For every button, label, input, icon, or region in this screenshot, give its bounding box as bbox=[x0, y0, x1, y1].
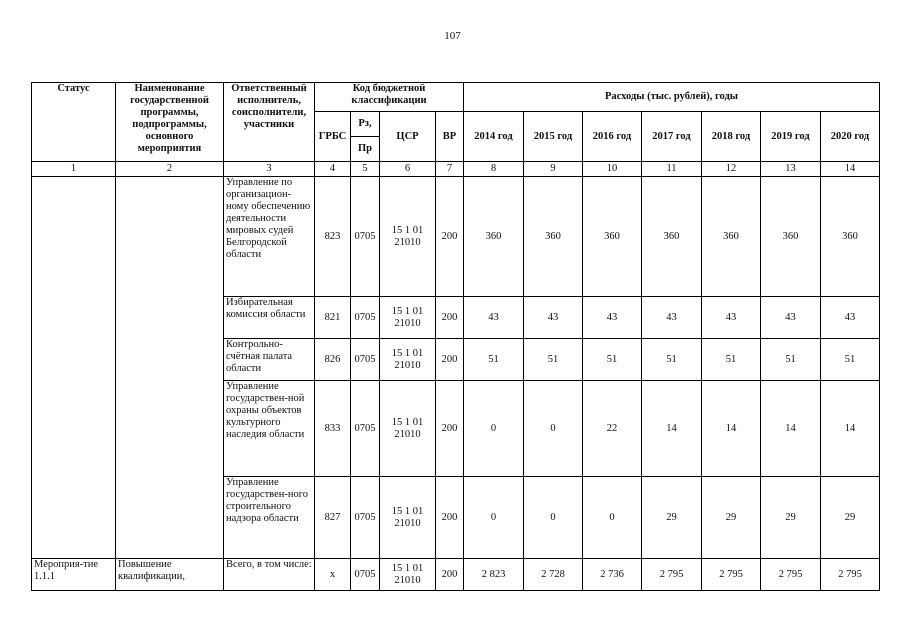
value-cell: 360 bbox=[524, 177, 583, 297]
column-number: 6 bbox=[380, 162, 436, 177]
value-cell: 51 bbox=[702, 339, 761, 381]
header-csr: ЦСР bbox=[380, 112, 436, 162]
value-cell: 43 bbox=[583, 297, 642, 339]
value-cell: 0 bbox=[524, 477, 583, 559]
value-cell: 14 bbox=[761, 381, 821, 477]
value-cell: 43 bbox=[524, 297, 583, 339]
vr-cell: 200 bbox=[436, 381, 464, 477]
header-name: Наименование государственной программы, подпрограммы, основного мероприятия bbox=[116, 83, 224, 162]
header-grbs: ГРБС bbox=[315, 112, 351, 162]
csr-cell: 15 1 01 21010 bbox=[380, 477, 436, 559]
rzpr-cell: 0705 bbox=[351, 381, 380, 477]
header-rz: Рз, bbox=[351, 112, 380, 137]
value-cell: 0 bbox=[464, 381, 524, 477]
executor-cell: Управление по организацион-ному обеспечению деятельности мировых судей Белгородской области bbox=[224, 177, 315, 297]
csr-cell: 15 1 01 21010 bbox=[380, 339, 436, 381]
value-cell: 14 bbox=[702, 381, 761, 477]
value-cell: 14 bbox=[642, 381, 702, 477]
executor-cell: Управление государствен-ной охраны объектов культурного наследия области bbox=[224, 381, 315, 477]
table-row bbox=[32, 177, 880, 297]
status-cell: Мероприя-тие 1.1.1 bbox=[32, 559, 116, 591]
status-cell bbox=[32, 177, 116, 559]
name-cell bbox=[116, 177, 224, 559]
value-cell: 360 bbox=[821, 177, 880, 297]
csr-cell: 15 1 01 21010 bbox=[380, 559, 436, 591]
value-cell: 51 bbox=[464, 339, 524, 381]
value-cell: 2 795 bbox=[702, 559, 761, 591]
value-cell: 29 bbox=[702, 477, 761, 559]
value-cell: 51 bbox=[583, 339, 642, 381]
header-year: 2019 год bbox=[761, 112, 821, 162]
value-cell: 43 bbox=[464, 297, 524, 339]
header-year: 2015 год bbox=[524, 112, 583, 162]
header-vr: ВР bbox=[436, 112, 464, 162]
value-cell: 43 bbox=[821, 297, 880, 339]
executor-cell: Управление государствен-ного строительного надзора области bbox=[224, 477, 315, 559]
name-cell: Повышение квалификации, bbox=[116, 559, 224, 591]
column-number: 7 bbox=[436, 162, 464, 177]
rzpr-cell: 0705 bbox=[351, 339, 380, 381]
column-number: 11 bbox=[642, 162, 702, 177]
value-cell: 2 795 bbox=[642, 559, 702, 591]
column-number: 9 bbox=[524, 162, 583, 177]
grbs-cell: 826 bbox=[315, 339, 351, 381]
header-year: 2020 год bbox=[821, 112, 880, 162]
vr-cell: 200 bbox=[436, 297, 464, 339]
value-cell: 43 bbox=[702, 297, 761, 339]
rzpr-cell: 0705 bbox=[351, 559, 380, 591]
vr-cell: 200 bbox=[436, 477, 464, 559]
header-expenses: Расходы (тыс. рублей), годы bbox=[464, 83, 880, 112]
vr-cell: 200 bbox=[436, 177, 464, 297]
grbs-cell: х bbox=[315, 559, 351, 591]
header-pr: Пр bbox=[351, 137, 380, 162]
value-cell: 51 bbox=[821, 339, 880, 381]
value-cell: 43 bbox=[761, 297, 821, 339]
header-year: 2017 год bbox=[642, 112, 702, 162]
header-year: 2018 год bbox=[702, 112, 761, 162]
grbs-cell: 827 bbox=[315, 477, 351, 559]
column-number-row bbox=[32, 162, 880, 177]
table-row bbox=[32, 559, 880, 591]
value-cell: 29 bbox=[761, 477, 821, 559]
value-cell: 0 bbox=[464, 477, 524, 559]
header-year: 2016 год bbox=[583, 112, 642, 162]
rzpr-cell: 0705 bbox=[351, 297, 380, 339]
value-cell: 14 bbox=[821, 381, 880, 477]
value-cell: 2 795 bbox=[761, 559, 821, 591]
value-cell: 360 bbox=[583, 177, 642, 297]
value-cell: 360 bbox=[464, 177, 524, 297]
value-cell: 0 bbox=[583, 477, 642, 559]
csr-cell: 15 1 01 21010 bbox=[380, 177, 436, 297]
value-cell: 360 bbox=[702, 177, 761, 297]
executor-cell: Контрольно-счётная палата области bbox=[224, 339, 315, 381]
grbs-cell: 823 bbox=[315, 177, 351, 297]
rzpr-cell: 0705 bbox=[351, 477, 380, 559]
vr-cell: 200 bbox=[436, 559, 464, 591]
value-cell: 2 728 bbox=[524, 559, 583, 591]
header-year: 2014 год bbox=[464, 112, 524, 162]
executor-cell: Всего, в том числе: bbox=[224, 559, 315, 591]
column-number: 2 bbox=[116, 162, 224, 177]
value-cell: 2 736 bbox=[583, 559, 642, 591]
executor-cell: Избирательная комиссия области bbox=[224, 297, 315, 339]
rzpr-cell: 0705 bbox=[351, 177, 380, 297]
value-cell: 43 bbox=[642, 297, 702, 339]
value-cell: 51 bbox=[642, 339, 702, 381]
value-cell: 2 823 bbox=[464, 559, 524, 591]
value-cell: 22 bbox=[583, 381, 642, 477]
csr-cell: 15 1 01 21010 bbox=[380, 381, 436, 477]
column-number: 14 bbox=[821, 162, 880, 177]
column-number: 12 bbox=[702, 162, 761, 177]
value-cell: 360 bbox=[761, 177, 821, 297]
csr-cell: 15 1 01 21010 bbox=[380, 297, 436, 339]
header-status: Статус bbox=[32, 83, 116, 162]
value-cell: 29 bbox=[821, 477, 880, 559]
value-cell: 51 bbox=[761, 339, 821, 381]
value-cell: 2 795 bbox=[821, 559, 880, 591]
vr-cell: 200 bbox=[436, 339, 464, 381]
value-cell: 360 bbox=[642, 177, 702, 297]
value-cell: 29 bbox=[642, 477, 702, 559]
column-number: 3 bbox=[224, 162, 315, 177]
page-number: 107 bbox=[444, 30, 461, 42]
column-number: 10 bbox=[583, 162, 642, 177]
column-number: 13 bbox=[761, 162, 821, 177]
header-executor: Ответственный исполнитель, соисполнители, участники bbox=[224, 83, 315, 162]
column-number: 5 bbox=[351, 162, 380, 177]
value-cell: 51 bbox=[524, 339, 583, 381]
column-number: 8 bbox=[464, 162, 524, 177]
column-number: 1 bbox=[32, 162, 116, 177]
budget-table bbox=[31, 82, 880, 591]
value-cell: 0 bbox=[524, 381, 583, 477]
grbs-cell: 833 bbox=[315, 381, 351, 477]
header-budget-code: Код бюджетной классификации bbox=[315, 83, 464, 112]
grbs-cell: 821 bbox=[315, 297, 351, 339]
column-number: 4 bbox=[315, 162, 351, 177]
